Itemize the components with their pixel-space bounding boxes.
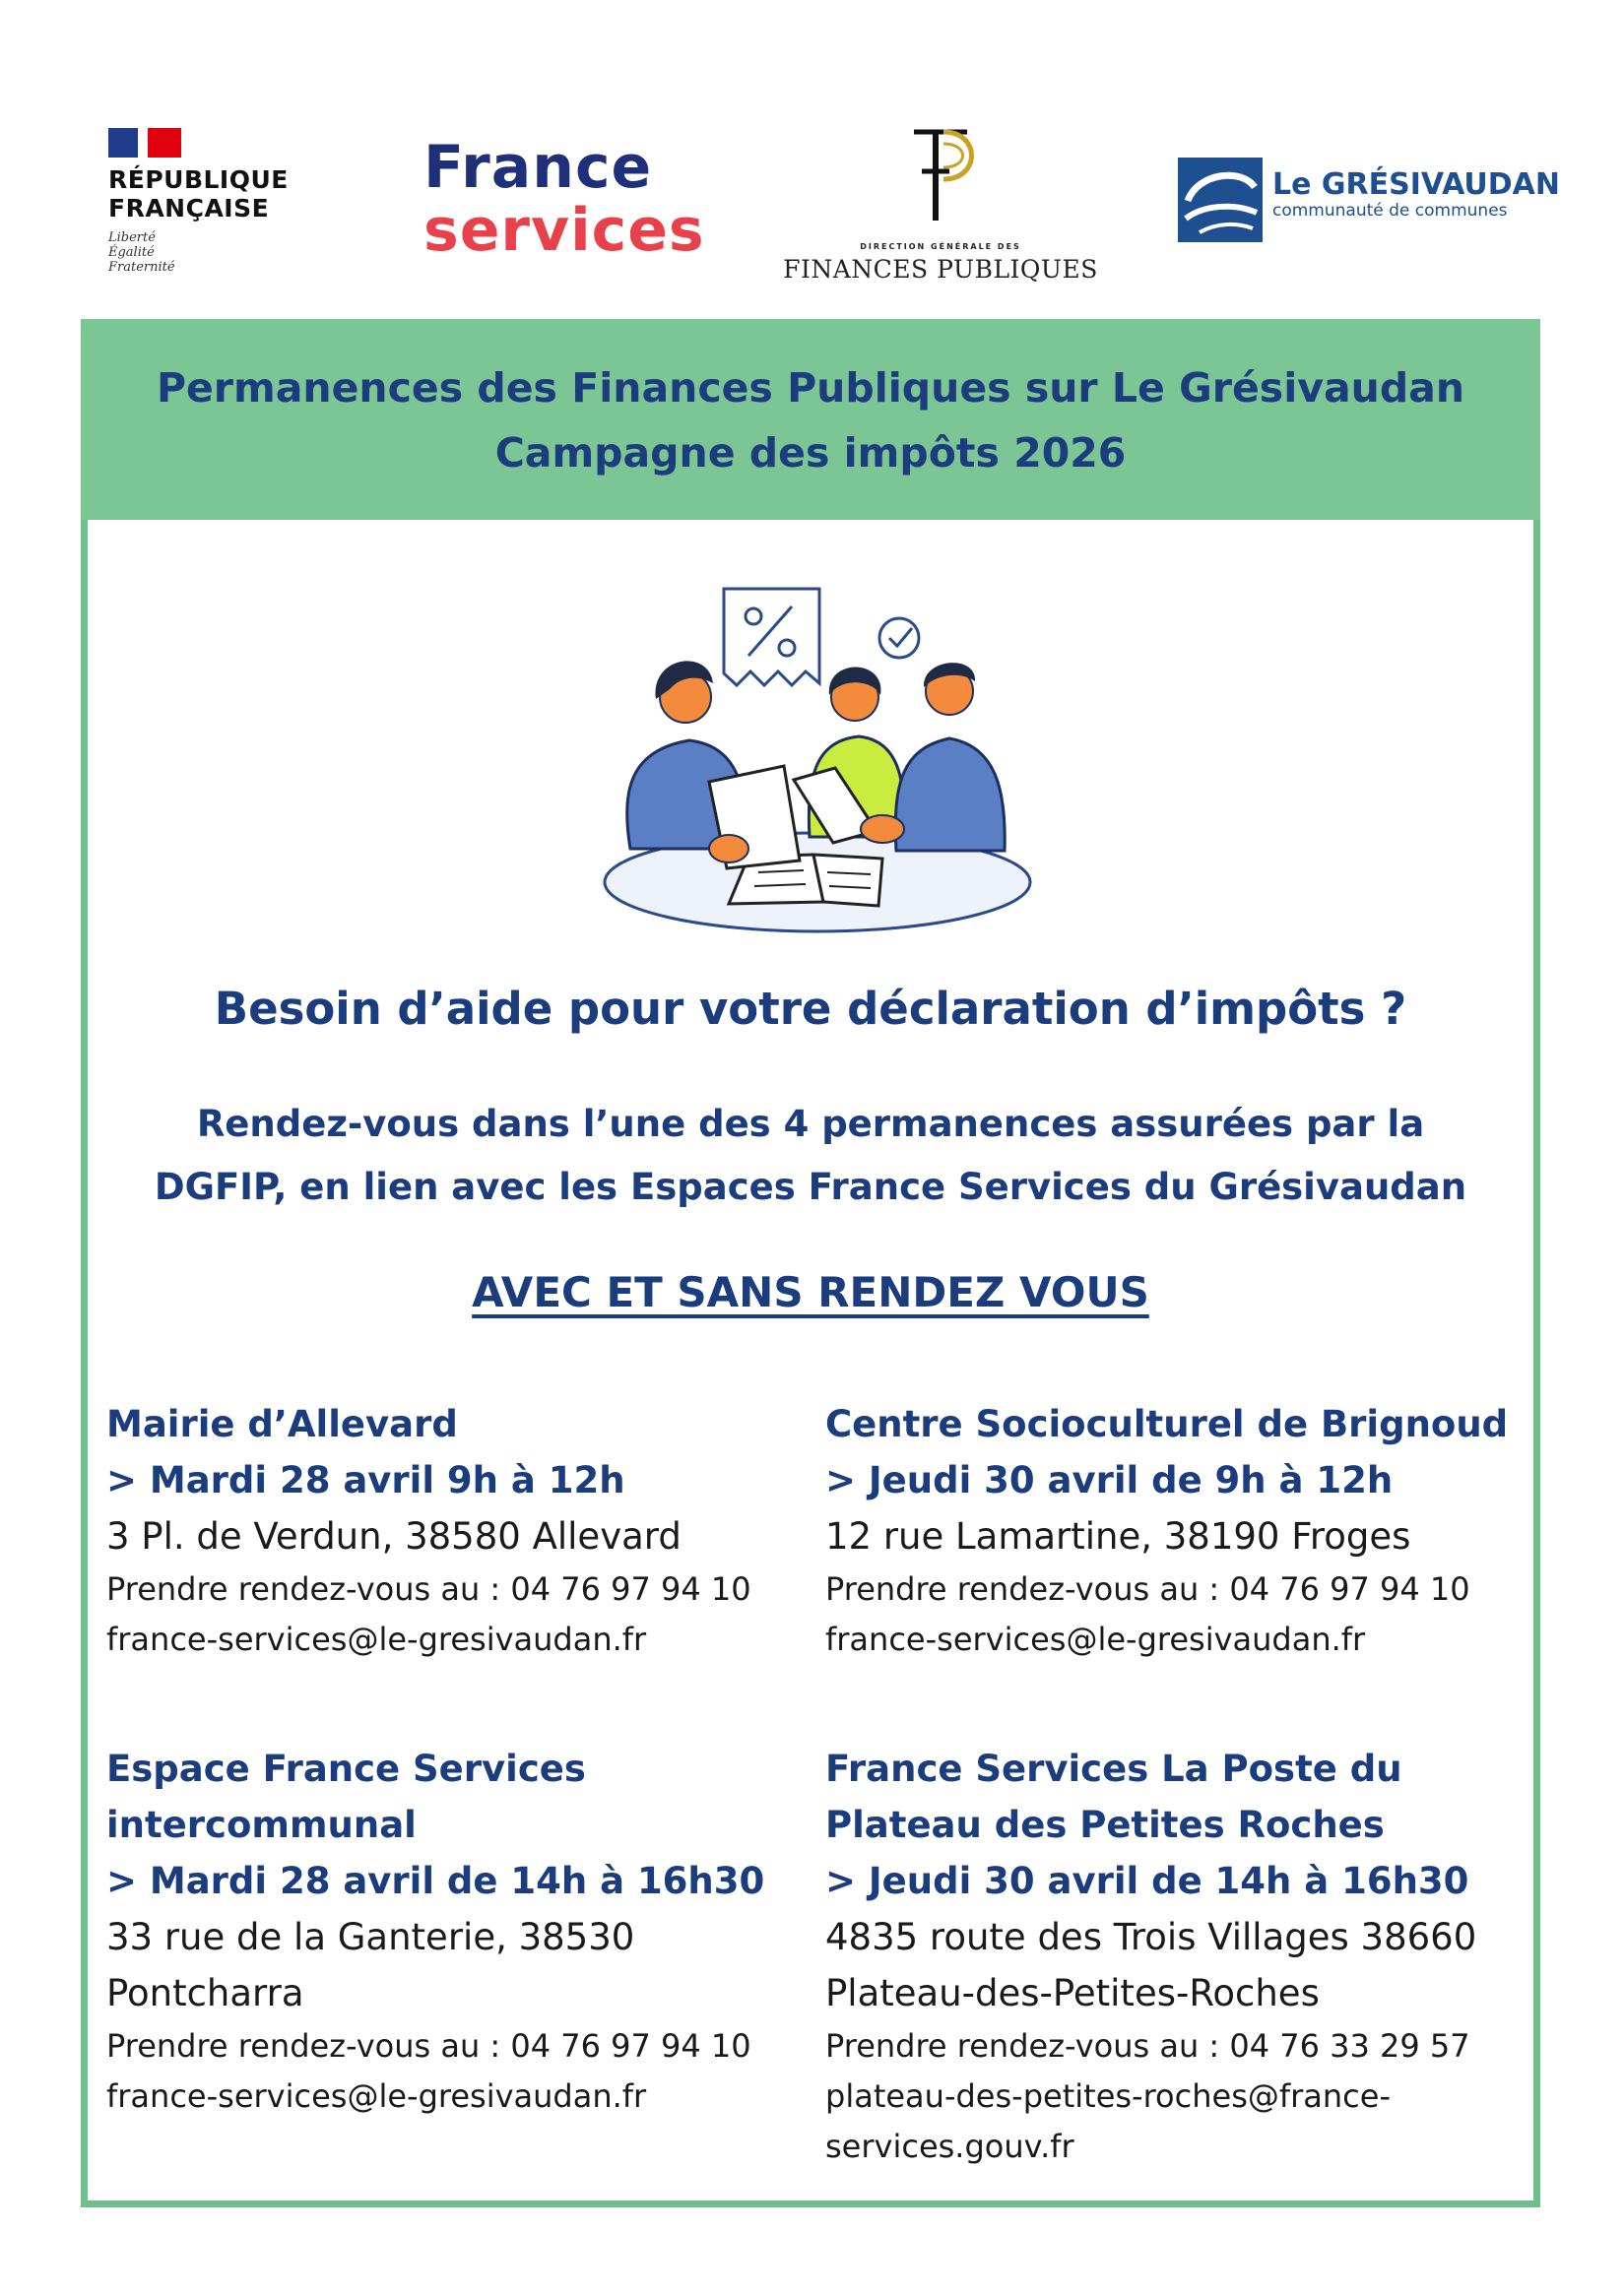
location-name-line1: France Services La Poste du <box>825 1748 1402 1790</box>
location-email-line2: services.gouv.fr <box>825 2128 1074 2165</box>
check-circle-icon <box>879 618 919 658</box>
people-meeting-illustration <box>591 573 1044 937</box>
title-banner <box>81 319 1540 520</box>
location-petites-roches <box>825 1741 1525 2172</box>
location-phone: Prendre rendez-vous au : 04 76 33 29 57 <box>825 2027 1470 2065</box>
location-email: france-services@le-gresivaudan.fr <box>106 1621 647 1658</box>
dgfip-logo <box>778 118 1103 284</box>
french-flag-icon <box>108 128 181 158</box>
location-schedule: > Jeudi 30 avril de 14h à 16h30 <box>825 1860 1469 1902</box>
location-address-line1: 33 rue de la Ganterie, 38530 <box>106 1916 635 1958</box>
location-phone: Prendre rendez-vous au : 04 76 97 94 10 <box>106 2027 751 2065</box>
location-email: france-services@le-gresivaudan.fr <box>106 2077 647 2115</box>
france-services-line2: services <box>423 196 705 265</box>
location-address-line2: Plateau-des-Petites-Roches <box>825 1972 1320 2014</box>
france-services-logo <box>423 133 705 265</box>
intro-line2: DGFIP, en lien avec les Espaces France Services du Grésivaudan <box>154 1166 1467 1208</box>
rf-name-line2: FRANÇAISE <box>108 194 270 223</box>
intro-text <box>81 1093 1540 1219</box>
appointment-note: AVEC ET SANS RENDEZ VOUS <box>472 1268 1149 1316</box>
location-address-line2: Pontcharra <box>106 1972 304 2014</box>
location-pontcharra <box>106 1741 806 2122</box>
location-schedule: > Mardi 28 avril de 14h à 16h30 <box>106 1860 765 1902</box>
location-address: 3 Pl. de Verdun, 38580 Allevard <box>106 1515 682 1558</box>
location-name: Centre Socioculturel de Brignoud <box>825 1403 1509 1445</box>
location-address-line1: 4835 route des Trois Villages 38660 <box>825 1916 1477 1958</box>
gresivaudan-name: Le GRÉSIVAUDAN <box>1272 167 1560 202</box>
location-brignoud <box>825 1396 1534 1665</box>
location-schedule: > Mardi 28 avril 9h à 12h <box>106 1459 625 1501</box>
location-schedule: > Jeudi 30 avril de 9h à 12h <box>825 1459 1394 1501</box>
dgfip-fp-monogram-icon <box>886 118 995 226</box>
rf-motto <box>108 230 305 275</box>
banner-subtitle: Campagne des impôts 2026 <box>494 429 1127 477</box>
location-address: 12 rue Lamartine, 38190 Froges <box>825 1515 1411 1558</box>
dgfip-name: FINANCES PUBLIQUES <box>783 255 1098 284</box>
gresivaudan-subtitle: communauté de communes <box>1272 201 1508 221</box>
location-phone: Prendre rendez-vous au : 04 76 97 94 10 <box>825 1570 1470 1608</box>
location-email-line1: plateau-des-petites-roches@france- <box>825 2077 1391 2115</box>
location-name: Mairie d’Allevard <box>106 1403 458 1445</box>
location-name-line1: Espace France Services <box>106 1748 586 1790</box>
location-name-line2: Plateau des Petites Roches <box>825 1804 1385 1846</box>
help-question-heading: Besoin d’aide pour votre déclaration d’impôts ? <box>214 983 1407 1035</box>
rf-name-line1: RÉPUBLIQUE <box>108 165 289 194</box>
location-email: france-services@le-gresivaudan.fr <box>825 1621 1366 1658</box>
rf-motto-fraternite: Fraternité <box>108 260 175 275</box>
rf-motto-liberte: Liberté <box>108 230 156 245</box>
intro-line1: Rendez-vous dans l’une des 4 permanences assurées par la <box>196 1103 1425 1145</box>
republique-francaise-logo <box>108 128 305 275</box>
rf-motto-egalite: Égalité <box>108 245 155 260</box>
location-name-line2: intercommunal <box>106 1804 417 1846</box>
location-phone: Prendre rendez-vous au : 04 76 97 94 10 <box>106 1570 751 1608</box>
france-services-line1: France <box>423 133 653 202</box>
gresivaudan-mark-icon <box>1178 158 1263 242</box>
dgfip-subtitle: DIRECTION GÉNÉRALE DES <box>860 242 1021 251</box>
percent-document-icon <box>724 589 819 685</box>
location-allevard <box>106 1396 815 1665</box>
banner-title: Permanences des Finances Publiques sur Le Grésivaudan <box>156 364 1465 412</box>
